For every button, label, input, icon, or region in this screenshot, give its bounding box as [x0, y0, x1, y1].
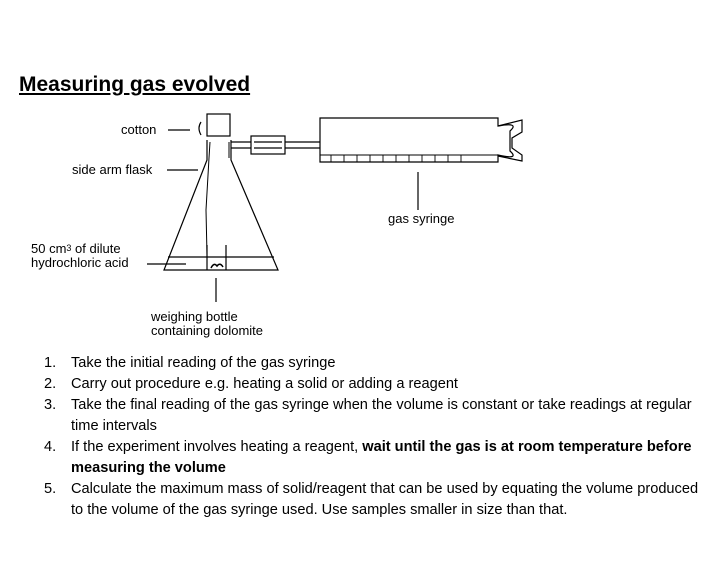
label-acid-line1-sup: 3 — [66, 243, 72, 253]
list-item — [38, 374, 713, 395]
step-text: If the experiment involves heating a reagent, — [71, 439, 363, 455]
label-side-arm-flask: side arm flask — [72, 162, 153, 177]
dolomite-sample — [211, 264, 223, 268]
step-text: Take the final reading of the gas syringe when the volume is constant or take readings at regular time intervals — [71, 397, 692, 434]
label-acid-line1-a: 50 cm — [31, 241, 67, 256]
step-number: 1. — [44, 355, 57, 371]
label-bottle-line2: containing dolomite — [151, 323, 264, 338]
step-number: 5. — [44, 481, 57, 497]
step-number: 2. — [44, 376, 57, 392]
label-cotton: cotton — [121, 122, 157, 137]
label-acid-line1-b: of dilute — [71, 241, 121, 256]
label-acid-line2: hydrochloric acid — [31, 255, 129, 270]
side-arm-flask — [164, 140, 278, 270]
step-text-bold: wait until the gas is at room temperature before measuring the volume — [71, 439, 692, 476]
label-weighing-bottle — [151, 310, 263, 338]
page-title: Measuring gas evolved — [19, 73, 251, 96]
step-text: Calculate the maximum mass of solid/reagent that can be used by equating the volume produced to the volume of the gas syringe used. Use samples smaller in size than that. — [71, 481, 699, 518]
step-text: Carry out procedure e.g. heating a solid or adding a reagent — [71, 376, 458, 392]
step-number: 4. — [44, 439, 57, 455]
list-item — [38, 395, 713, 437]
rubber-connector — [251, 136, 285, 154]
list-item — [38, 437, 713, 479]
label-gas-syringe: gas syringe — [388, 211, 455, 226]
list-item — [38, 479, 713, 521]
list-item — [38, 353, 713, 374]
label-acid — [31, 242, 129, 270]
procedure-steps — [38, 353, 713, 521]
side-arm-tube — [231, 142, 251, 148]
label-bottle-line1: weighing bottle — [151, 309, 238, 324]
step-text: Take the initial reading of the gas syringe — [71, 355, 336, 371]
cotton-plug — [207, 114, 230, 136]
step-number: 3. — [44, 397, 57, 413]
